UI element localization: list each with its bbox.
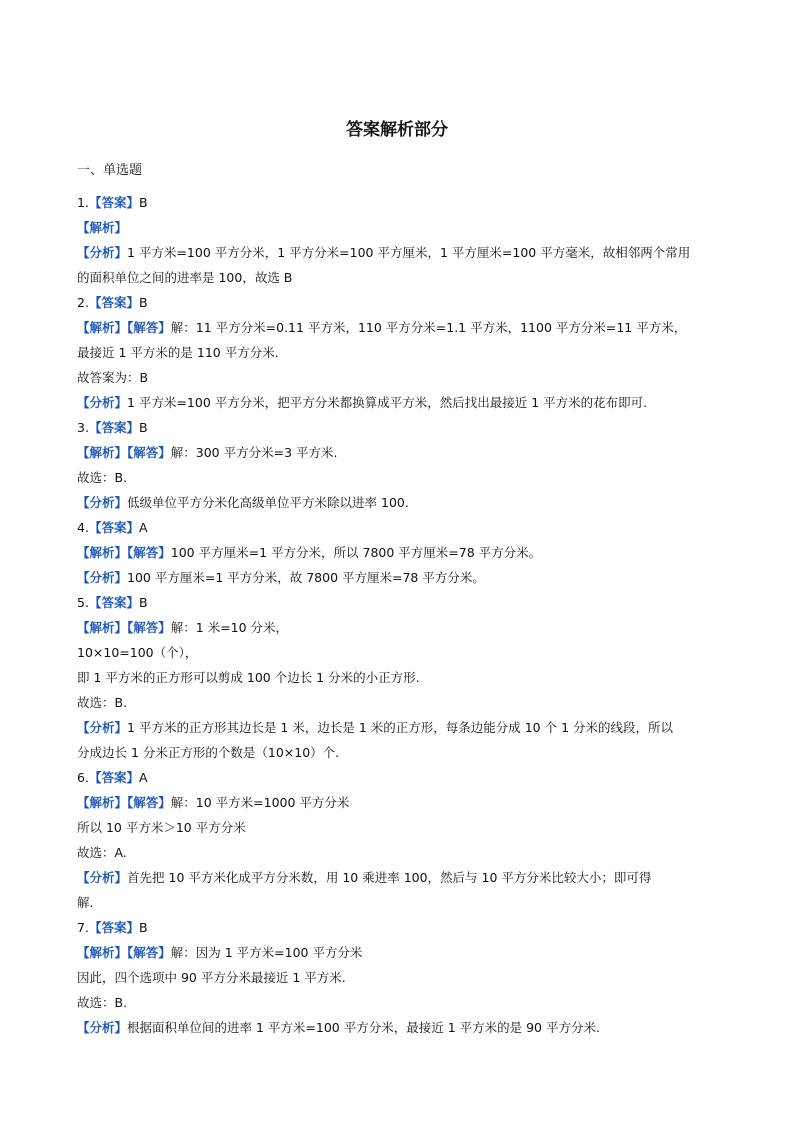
- text-line: [77, 669, 727, 694]
- question-number: 5.: [77, 595, 89, 610]
- label-tag: 【分析】: [77, 720, 128, 735]
- question-number: 7.: [77, 920, 89, 935]
- line-text: 最接近 1 平方米的是 110 平方分米.: [77, 345, 279, 360]
- label-tag: 【解答】: [127, 795, 171, 810]
- line-text: 故选：B.: [77, 995, 128, 1010]
- label-tag: 【解析】: [77, 220, 128, 235]
- label-tag: 【分析】: [77, 495, 128, 510]
- text-line: [77, 344, 727, 369]
- text-line: [77, 444, 727, 469]
- line-text: 低级单位平方分米化高级单位平方米除以进率 100.: [127, 495, 409, 510]
- line-text: 的面积单位之间的进率是 100，故选 B: [77, 270, 293, 285]
- line-text: 解：因为 1 平方米=100 平方分米: [170, 945, 363, 960]
- line-text: 1 平方米=100 平方分米，1 平方分米=100 平方厘米，1 平方厘米=100 平方毫米，故相邻两个常用: [127, 245, 691, 260]
- text-line: [77, 619, 727, 644]
- question-number: 2.: [77, 295, 89, 310]
- line-text: 1 平方米=100 平方分米，把平方分米都换算成平方米，然后找出最接近 1 平方米的花布即可.: [127, 395, 648, 410]
- text-line: [77, 419, 727, 444]
- line-text: B: [138, 920, 148, 935]
- label-tag: 【解析】: [77, 795, 128, 810]
- label-tag: 【答案】: [88, 195, 139, 210]
- label-tag: 【分析】: [77, 395, 128, 410]
- label-tag: 【分析】: [77, 245, 128, 260]
- question-number: 1.: [77, 195, 89, 210]
- question-number: 3.: [77, 420, 89, 435]
- text-line: [77, 294, 727, 319]
- line-text: A: [138, 770, 148, 785]
- line-text: 即 1 平方米的正方形可以剪成 100 个边长 1 分米的小正方形.: [77, 670, 420, 685]
- label-tag: 【答案】: [88, 420, 139, 435]
- label-tag: 【答案】: [88, 520, 139, 535]
- line-text: 10×10=100（个），: [77, 645, 198, 660]
- line-text: 故答案为：B: [77, 370, 149, 385]
- text-line: [77, 494, 727, 519]
- line-text: 解.: [77, 895, 94, 910]
- label-tag: 【解析】: [77, 320, 128, 335]
- text-line: [77, 544, 727, 569]
- line-text: 解：300 平方分米=3 平方米.: [170, 445, 338, 460]
- line-text: B: [138, 420, 148, 435]
- line-text: 故选：B.: [77, 470, 128, 485]
- label-tag: 【答案】: [88, 295, 139, 310]
- line-text: 所以 10 平方米＞10 平方分米: [77, 820, 246, 835]
- line-text: 1 平方米的正方形其边长是 1 米，边长是 1 米的正方形，每条边能分成 10 个 1 分米的线段，所以: [127, 720, 673, 735]
- text-line: [77, 569, 727, 594]
- label-tag: 【分析】: [77, 570, 128, 585]
- label-tag: 【解答】: [127, 945, 171, 960]
- label-tag: 【解析】: [77, 945, 128, 960]
- text-line: [77, 594, 727, 619]
- label-tag: 【解析】: [77, 545, 128, 560]
- text-line: [77, 744, 727, 769]
- line-text: 因此，四个选项中 90 平方分米最接近 1 平方米.: [77, 970, 346, 985]
- text-line: [77, 794, 727, 819]
- text-line: [77, 769, 727, 794]
- text-line: [77, 969, 727, 994]
- label-tag: 【解答】: [127, 445, 171, 460]
- text-line: [77, 394, 727, 419]
- line-text: 故选：B.: [77, 695, 128, 710]
- label-tag: 【解答】: [127, 545, 171, 560]
- label-tag: 【解答】: [127, 320, 171, 335]
- page-title: 答案解析部分: [346, 120, 448, 140]
- section-heading: 一、单选题: [77, 163, 143, 178]
- text-line: [77, 244, 727, 269]
- text-line: [77, 644, 727, 669]
- text-line: [77, 194, 727, 219]
- line-text: 首先把 10 平方米化成平方分米数，用 10 乘进率 100，然后与 10 平方分米比较大小；即可得: [127, 870, 652, 885]
- text-line: [77, 369, 727, 394]
- label-tag: 【解析】: [77, 445, 128, 460]
- line-text: 分成边长 1 分米正方形的个数是（10×10）个.: [77, 745, 340, 760]
- label-tag: 【答案】: [88, 770, 139, 785]
- label-tag: 【解答】: [127, 620, 171, 635]
- text-line: [77, 519, 727, 544]
- line-text: 解：10 平方米=1000 平方分米: [170, 795, 350, 810]
- line-text: B: [138, 295, 148, 310]
- line-text: 根据面积单位间的进率 1 平方米=100 平方分米，最接近 1 平方米的是 90 平方分米.: [127, 1020, 600, 1035]
- text-line: [77, 844, 727, 869]
- line-text: 100 平方厘米=1 平方分米，故 7800 平方厘米=78 平方分米。: [127, 570, 485, 585]
- text-line: [77, 219, 727, 244]
- text-line: [77, 819, 727, 844]
- line-text: B: [138, 195, 148, 210]
- text-line: [77, 1019, 727, 1044]
- label-tag: 【解析】: [77, 620, 128, 635]
- label-tag: 【答案】: [88, 920, 139, 935]
- text-line: [77, 869, 727, 894]
- answer-content: [77, 194, 727, 1044]
- question-number: 4.: [77, 520, 89, 535]
- line-text: 解：1 米=10 分米，: [170, 620, 289, 635]
- label-tag: 【答案】: [88, 595, 139, 610]
- line-text: B: [138, 595, 148, 610]
- line-text: 100 平方厘米=1 平方分米，所以 7800 平方厘米=78 平方分米。: [170, 545, 542, 560]
- text-line: [77, 269, 727, 294]
- text-line: [77, 919, 727, 944]
- label-tag: 【分析】: [77, 1020, 128, 1035]
- label-tag: 【分析】: [77, 870, 128, 885]
- text-line: [77, 469, 727, 494]
- text-line: [77, 719, 727, 744]
- text-line: [77, 894, 727, 919]
- text-line: [77, 994, 727, 1019]
- text-line: [77, 944, 727, 969]
- line-text: 故选：A.: [77, 845, 127, 860]
- line-text: A: [138, 520, 148, 535]
- line-text: 解：11 平方分米=0.11 平方米，110 平方分米=1.1 平方米，1100 平方分米=11 平方米，: [170, 320, 687, 335]
- text-line: [77, 694, 727, 719]
- question-number: 6.: [77, 770, 89, 785]
- text-line: [77, 319, 727, 344]
